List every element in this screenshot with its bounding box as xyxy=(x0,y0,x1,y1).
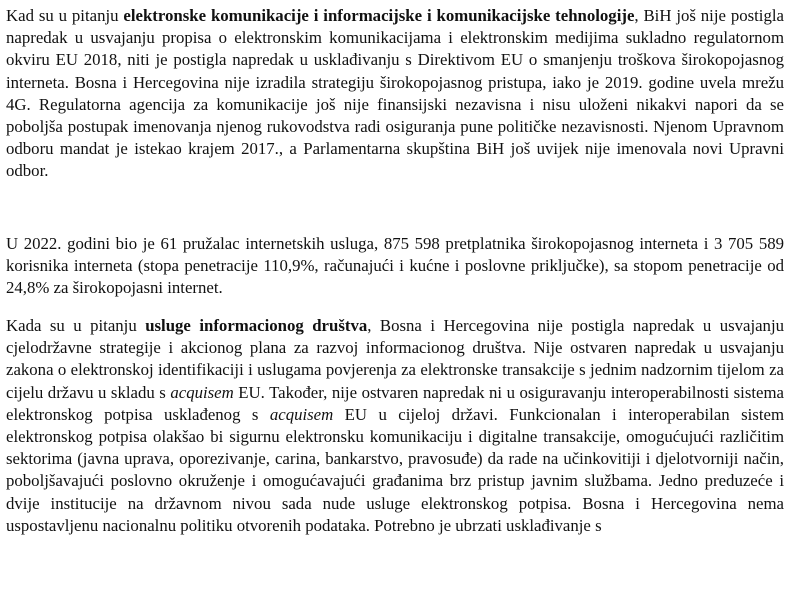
paragraph-internet-statistics xyxy=(6,233,784,300)
emphasis-term: elektronske komunikacije i informacijske i komunikacijske tehnologije xyxy=(123,6,635,25)
latin-term: acquisem xyxy=(170,382,234,402)
text-run: Kada su u pitanju xyxy=(6,316,146,335)
latin-term: acquisem xyxy=(269,404,334,424)
paragraph-electronic-communications xyxy=(6,5,784,183)
text-run: U 2022. godini bio je 61 pružalac internetskih usluga, 875 598 pretplatnika širokopojasnog interneta i 3 705 589 korisnika interneta (stopa penetracije 110,9%, računajući i kućne i poslovne priključke), sa stopom penetracije od 24,8% za širokopojasni internet. xyxy=(6,234,784,298)
text-run: EU. Također, nije ostvaren napredak ni u osiguravanju interoperabilnosti sistema elektronskog potpisa usklađenog s xyxy=(6,382,784,424)
emphasis-term: usluge informacionog društva xyxy=(145,316,368,335)
text-run: EU u cijeloj državi. Funkcionalan i interoperabilan sistem elektronskog potpisa olakšao bi sigurnu elektronsku komunikaciju i digitalne transakcije, omogućujući različitim sektorima (javna uprava, oporezivanje, carina, bankarstvo, pravosuđe) da rade na učinkovitiji i djelotvorniji način, poboljšavajući poslovno okruženje i omogućavajući građanima brz pristup javnim službama. Jedno preduzeće i dvije institucije na državnom nivou sada nude usluge elektronskog potpisa. Bosna i Hercegovina nema uspostavljenu nacionalnu politiku otvorenih podataka. Potrebno je ubrzati usklađivanje s xyxy=(6,404,784,535)
text-run: Kad su u pitanju xyxy=(6,6,124,25)
paragraph-information-society xyxy=(6,315,784,537)
text-run: , Bosna i Hercegovina nije postigla napredak u usvajanju cjelodržavne strategije i akcionog plana za razvoj informacionog društva. Nije ostvaren napredak u usvajanju zakona o elektronskoj identifikaciji i uslugama povjerenja za elektronske transakcije s jednim nadzornim tijelom za cijelu državu u skladu s xyxy=(6,316,785,402)
text-run: , BiH još nije postigla napredak u usvajanju propisa o elektronskim komunikacijama i elektronskim medijima sukladno regulatornom okviru EU 2018, niti je postigla napredak u usklađivanju s Direktivom EU o smanjenju troškova širokopojasnog interneta. Bosna i Hercegovina nije izradila strategiju širokopojasnog pristupa, iako je 2019. godine uvela mrežu 4G. Regulatorna agencija za komunikacije još nije finansijski nezavisna i nisu uloženi nikakvi napori da se poboljša postupak imenovanja njenog rukovodstva radi osiguranja pune političke nezavisnosti. Njenom Upravnom odboru mandat je istekao krajem 2017., a Parlamentarna skupština BiH još uvijek nije imenovala novi Upravni odbor. xyxy=(6,6,784,181)
